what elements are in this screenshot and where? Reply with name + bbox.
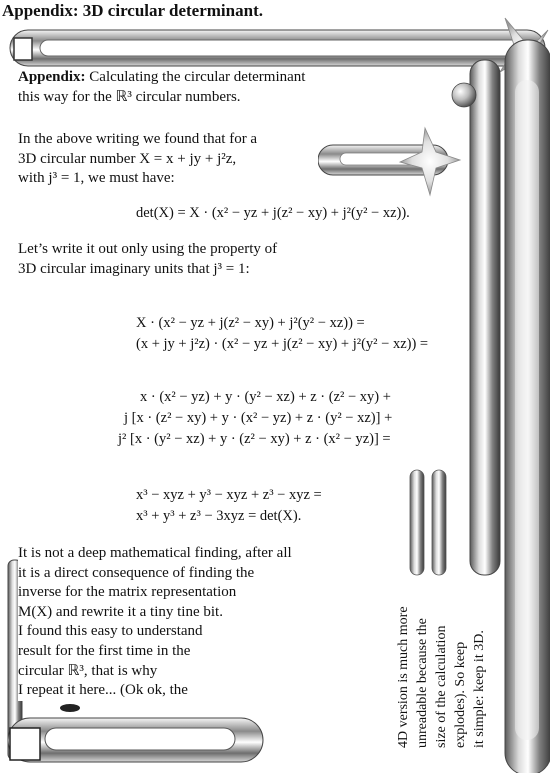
equation-block-2-line-3: j² [x · (y² − xz) + y · (z² − xy) + z · (x² − yz)] =: [118, 431, 391, 447]
equation-block-2: [112, 387, 398, 450]
paragraph-3-line-8: I repeat it here... (Ok ok, the: [18, 682, 188, 699]
determinant-equation: [130, 203, 416, 224]
equation-block-3-line-2: x³ + y³ + z³ − 3xyz = det(X).: [136, 508, 302, 524]
equation-block-3: [130, 485, 328, 527]
side-note-line-1: 4D version is much more: [396, 606, 411, 748]
paragraph-3-line-5: I found this easy to understand: [18, 623, 203, 640]
side-note-line-2: unreadable because the: [415, 618, 430, 748]
equation-block-1-line-2: (x + jy + j²z) · (x² − yz + j(z² − xy) + j²(y² − xz)) =: [136, 336, 429, 352]
equation-block-3-line-1: x³ − xyz + y³ − xyz + z³ − xyz =: [136, 487, 322, 503]
intro-bold-label: Appendix:: [18, 69, 86, 85]
paragraph-1-line-2: 3D circular number X = x + jy + j²z,: [18, 150, 237, 167]
rotated-side-note: [394, 548, 489, 748]
paragraph-2: [18, 240, 348, 279]
equation-block-1: [130, 313, 434, 355]
paragraph-3-line-2: it is a direct consequence of finding the: [18, 564, 255, 581]
intro-line-1: Calculating the circular determinant: [89, 69, 306, 85]
paragraph-3-line-4: M(X) and rewrite it a tiny tine bit.: [18, 603, 223, 620]
side-note-line-4: explodes). So keep: [453, 641, 468, 748]
equation-block-2-line-2: j [x · (z² − xy) + y · (x² − yz) + z · (y² − xz)] +: [124, 410, 393, 426]
paragraph-3: [18, 544, 363, 701]
paragraph-3-line-6: result for the first time in the: [18, 642, 191, 659]
intro-paragraph: [18, 68, 374, 107]
equation-block-1-line-1: X · (x² − yz + j(z² − xy) + j²(y² − xz)) =: [136, 315, 365, 331]
paragraph-3-line-1: It is not a deep mathematical finding, after all: [18, 545, 292, 561]
paragraph-3-line-3: inverse for the matrix representation: [18, 584, 237, 601]
page-title: Appendix: 3D circular determinant.: [2, 1, 263, 20]
paragraph-1-line-3: with j³ = 1, we must have:: [18, 170, 175, 186]
determinant-equation-line: det(X) = X · (x² − yz + j(z² − xy) + j²(y² − xz)).: [136, 205, 410, 221]
paragraph-1-line-1: In the above writing we found that for a: [18, 131, 258, 147]
intro-line-2: this way for the ℝ³ circular numbers.: [18, 88, 241, 105]
side-note-line-3: size of the calculation: [434, 625, 449, 748]
equation-block-2-line-1: x · (x² − yz) + y · (y² − xz) + z · (z² − xy) +: [140, 389, 391, 405]
side-note-line-5: it simple: keep it 3D.: [472, 630, 487, 748]
paragraph-2-line-1: Let’s write it out only using the property of: [18, 241, 278, 257]
paragraph-2-line-2: 3D circular imaginary units that j³ = 1:: [18, 260, 250, 277]
paragraph-1: [18, 130, 318, 189]
paragraph-3-line-7: circular ℝ³, that is why: [18, 662, 158, 679]
